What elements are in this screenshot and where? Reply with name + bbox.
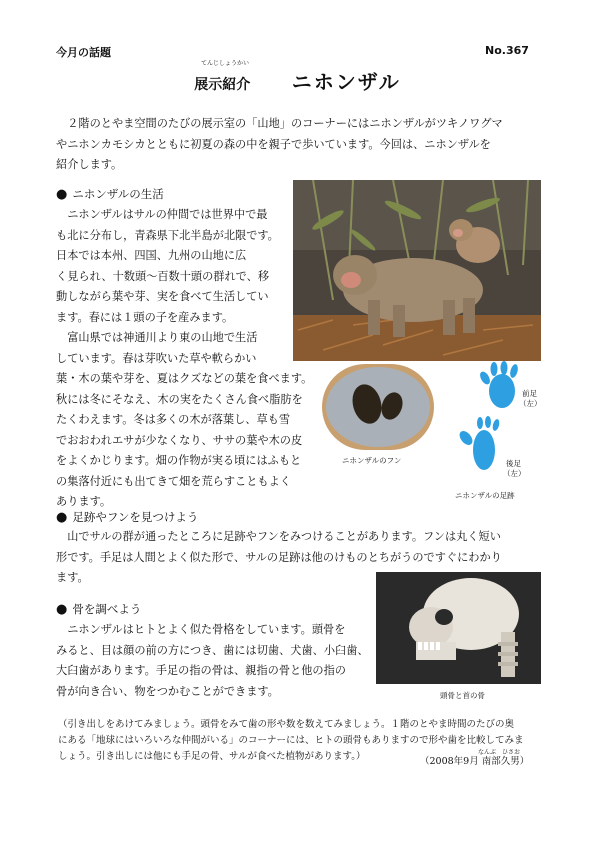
topic-label: 今月の話題: [56, 46, 111, 59]
text-line: 形です。手足は人間とよく似た形で、サルの足跡は他のけものとちがうのですぐにわかり: [56, 550, 502, 564]
page-title: [0, 66, 595, 95]
intro-line: 紹介します。: [56, 158, 123, 171]
text-line: みると、目は顔の前の方につき、歯には切歯、犬歯、小臼歯、: [56, 643, 369, 657]
section-bones-text: [56, 620, 376, 702]
footprint-icons: [452, 358, 547, 486]
issue-number: No.367: [485, 44, 529, 57]
skull-illustration: [376, 572, 541, 684]
text-line: ニホンザルはサルの仲間では世界中で最: [56, 208, 268, 221]
signature: （2008年9月 南部久男）: [420, 756, 530, 767]
text-line: 大臼歯があります。手足の指の骨は、親指の骨と他の指の: [56, 664, 346, 677]
front-foot-side: （左）: [519, 399, 542, 408]
text-line: ます。: [56, 571, 89, 584]
text-line: しています。春は芽吹いた草や軟らかい: [56, 351, 257, 365]
text-line: 日本では本州、四国、九州の山地に広: [56, 249, 247, 262]
dung-illustration: [322, 364, 434, 450]
text-line: ニホンザルはヒトとよく似た骨格をしています。頭骨を: [56, 623, 346, 636]
text-line: の集落付近にも出てきて畑を荒らすこともよく: [56, 474, 291, 488]
section-heading-footprints: ● 足跡やフンを見つけよう: [56, 510, 199, 525]
text-line: 山でサルの群が通ったところに足跡やフンをみつけることがあります。フンは丸く短い: [56, 530, 501, 543]
title-subtitle: 展示紹介: [194, 77, 251, 93]
intro-paragraph: [56, 114, 546, 176]
note-line: （引き出しをあけてみましょう。頭骨をみて歯の形や数を数えてみましょう。１階のとやま時間のたびの奥: [58, 719, 515, 730]
monkey-illustration: [293, 180, 541, 361]
dung-caption: ニホンザルのフン: [342, 456, 402, 465]
text-line: ます。春には１頭の子を産みます。: [56, 310, 234, 324]
text-line: あります。: [56, 495, 112, 508]
hind-foot-side: （左）: [503, 469, 526, 478]
text-line: をよくかじります。畑の作物が実る頃にはふもと: [56, 454, 302, 467]
hind-foot-label: 後足: [506, 459, 521, 468]
text-line: く見られ、十数頭〜百数十頭の群れで、移: [56, 269, 270, 283]
section-heading-bones: ● 骨を調べよう: [56, 602, 142, 617]
bullet-icon: ●: [56, 187, 68, 202]
text-line: 骨が向き合い、物をつかむことができます。: [56, 684, 279, 698]
monkey-photo: [293, 180, 541, 361]
footprints-figure: [452, 358, 547, 486]
text-line: でおおわれエサが少なくなり、ササの葉や木の皮: [56, 433, 303, 447]
subtitle-ruby: てんじしょうかい: [201, 60, 250, 67]
intro-line: やニホンカモシカとともに初夏の森の中を親子で歩いています。今回は、ニホンザルを: [56, 137, 491, 151]
text-line: たくわえます。冬は多くの木が落葉し、草も雪: [56, 413, 291, 426]
text-line: も北に分布し，青森県下北半島が北限です。: [56, 228, 279, 242]
text-line: 富山県では神通川より東の山地で生活: [56, 331, 258, 344]
front-foot-label: 前足: [522, 389, 537, 398]
section-heading-life: ● ニホンザルの生活: [56, 187, 164, 202]
bullet-icon: ●: [56, 602, 68, 617]
dung-photo: [322, 364, 434, 450]
skull-photo: [376, 572, 541, 684]
note-line: にある「地球にはいろいろな仲間がいる」のコーナーには、ヒトの頭骨もありますので形や歯を比較してみま: [58, 735, 524, 746]
intro-line: ２階のとやま空間のたびの展示室の「山地」のコーナーにはニホンザルがツキノワグマ: [56, 117, 503, 130]
text-line: 動しながら葉や芽、実を食べて生活してい: [56, 290, 269, 303]
text-line: 葉・木の葉や芽を、夏はクズなどの葉を食べます。: [56, 372, 313, 385]
skull-caption: 頭骨と首の骨: [440, 691, 485, 700]
bullet-icon: ●: [56, 510, 68, 525]
footprints-caption: ニホンザルの足跡: [455, 491, 515, 500]
title-main: ニホンザル: [291, 70, 401, 94]
signature-ruby: なんぶ ひさお: [478, 749, 521, 756]
text-line: 秋には冬にそなえ、木の実をたくさん食べ脂肪を: [56, 392, 303, 406]
note-line: しょう。引き出しには他にも手足の骨、サルが食べた植物があります。）: [58, 751, 366, 762]
